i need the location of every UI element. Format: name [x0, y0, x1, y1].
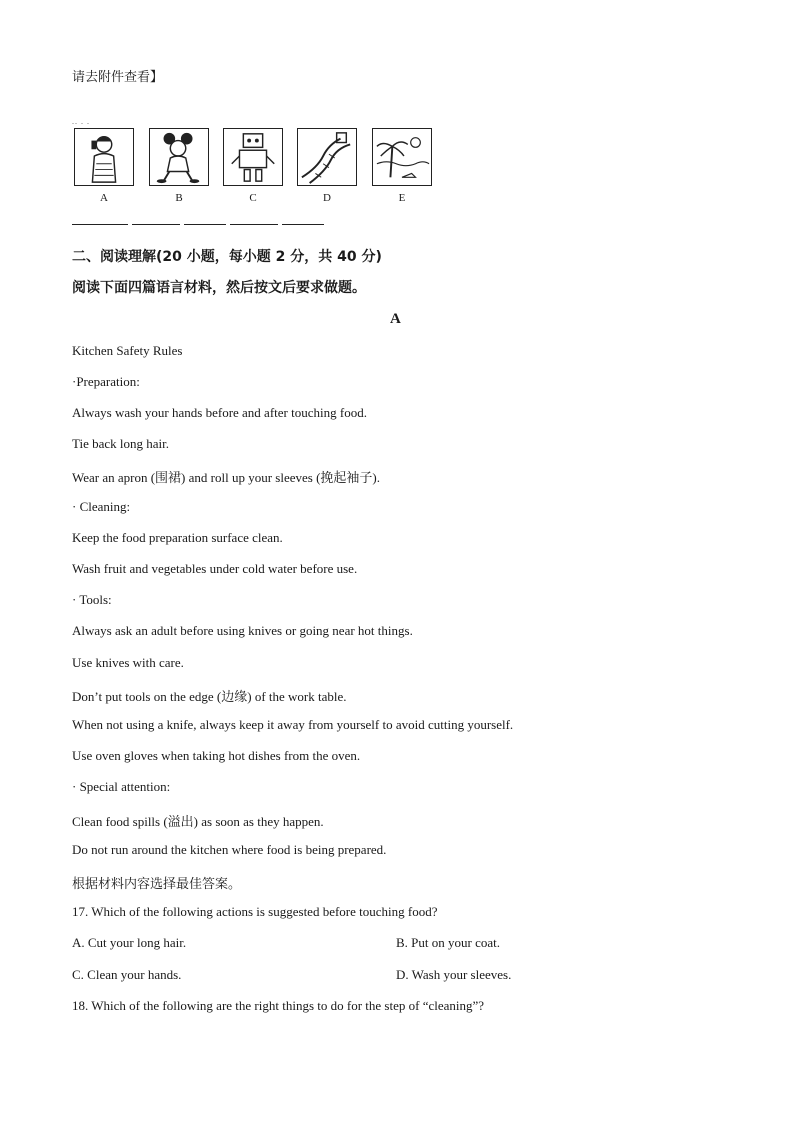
question-17-option-d[interactable]: D. Wash your sleeves.: [396, 967, 512, 982]
picture-label-c: C: [249, 192, 257, 204]
scan-dots: .. . .: [72, 117, 90, 126]
question-18-stem: 18. Which of the following are the right things to do for the step of “cleaning”?: [72, 998, 485, 1013]
passage-line: ·Preparation:: [72, 374, 140, 389]
passage-line: Clean food spills (溢出) as soon as they happen.: [72, 814, 324, 829]
passage-line: Keep the food preparation surface clean.: [72, 530, 283, 545]
answer-blank[interactable]: [184, 224, 226, 225]
passage-line: Don’t put tools on the edge (边缘) of the work table.: [72, 689, 347, 704]
picture-label-a: A: [100, 192, 108, 204]
person-phone-icon: [74, 128, 134, 186]
passage-line: · Tools:: [72, 592, 112, 607]
question-instruction: 根据材料内容选择最佳答案。: [72, 877, 242, 892]
picture-row: [74, 128, 444, 208]
passage-line: Wear an apron (围裙) and roll up your sleeves (挽起袖子).: [72, 470, 380, 485]
passage-line: · Cleaning:: [72, 499, 131, 514]
beach-palm-icon: [372, 128, 432, 186]
picture-label-b: B: [175, 192, 183, 204]
passage-line: Use oven gloves when taking hot dishes from the oven.: [72, 748, 361, 763]
passage-title: Kitchen Safety Rules: [72, 343, 183, 358]
question-17-stem: 17. Which of the following actions is suggested before touching food?: [72, 904, 438, 919]
section-instruction: 阅读下面四篇语言材料，然后按文后要求做题。: [72, 280, 366, 296]
answer-blank[interactable]: [72, 224, 128, 225]
question-17-option-b[interactable]: B. Put on your coat.: [396, 935, 500, 950]
question-17-option-c[interactable]: C. Clean your hands.: [72, 967, 182, 982]
answer-blank[interactable]: [230, 224, 278, 225]
section-title: 二、阅读理解(20 小题，每小题 2 分，共 40 分): [72, 249, 382, 265]
robot-icon: [223, 128, 283, 186]
passage-line: Do not run around the kitchen where food is being prepared.: [72, 842, 387, 857]
passage-line: Always ask an adult before using knives or going near hot things.: [72, 623, 413, 638]
question-17-option-a[interactable]: A. Cut your long hair.: [72, 935, 187, 950]
picture-label-d: D: [323, 192, 331, 204]
passage-line: · Special attention:: [72, 779, 171, 794]
passage-line: Use knives with care.: [72, 655, 184, 670]
passage-letter: A: [390, 311, 401, 327]
answer-blank[interactable]: [132, 224, 180, 225]
picture-label-e: E: [398, 192, 406, 204]
answer-blank[interactable]: [282, 224, 324, 225]
passage-line: Wash fruit and vegetables under cold water before use.: [72, 561, 358, 576]
passage-line: Always wash your hands before and after touching food.: [72, 405, 367, 420]
passage-line: Tie back long hair.: [72, 436, 170, 451]
answer-blanks: [72, 224, 332, 230]
passage-line: When not using a knife, always keep it away from yourself to avoid cutting yourself.: [72, 717, 514, 732]
header-line: 请去附件查看】: [72, 70, 164, 85]
great-wall-icon: [297, 128, 357, 186]
mickey-mouse-icon: [149, 128, 209, 186]
